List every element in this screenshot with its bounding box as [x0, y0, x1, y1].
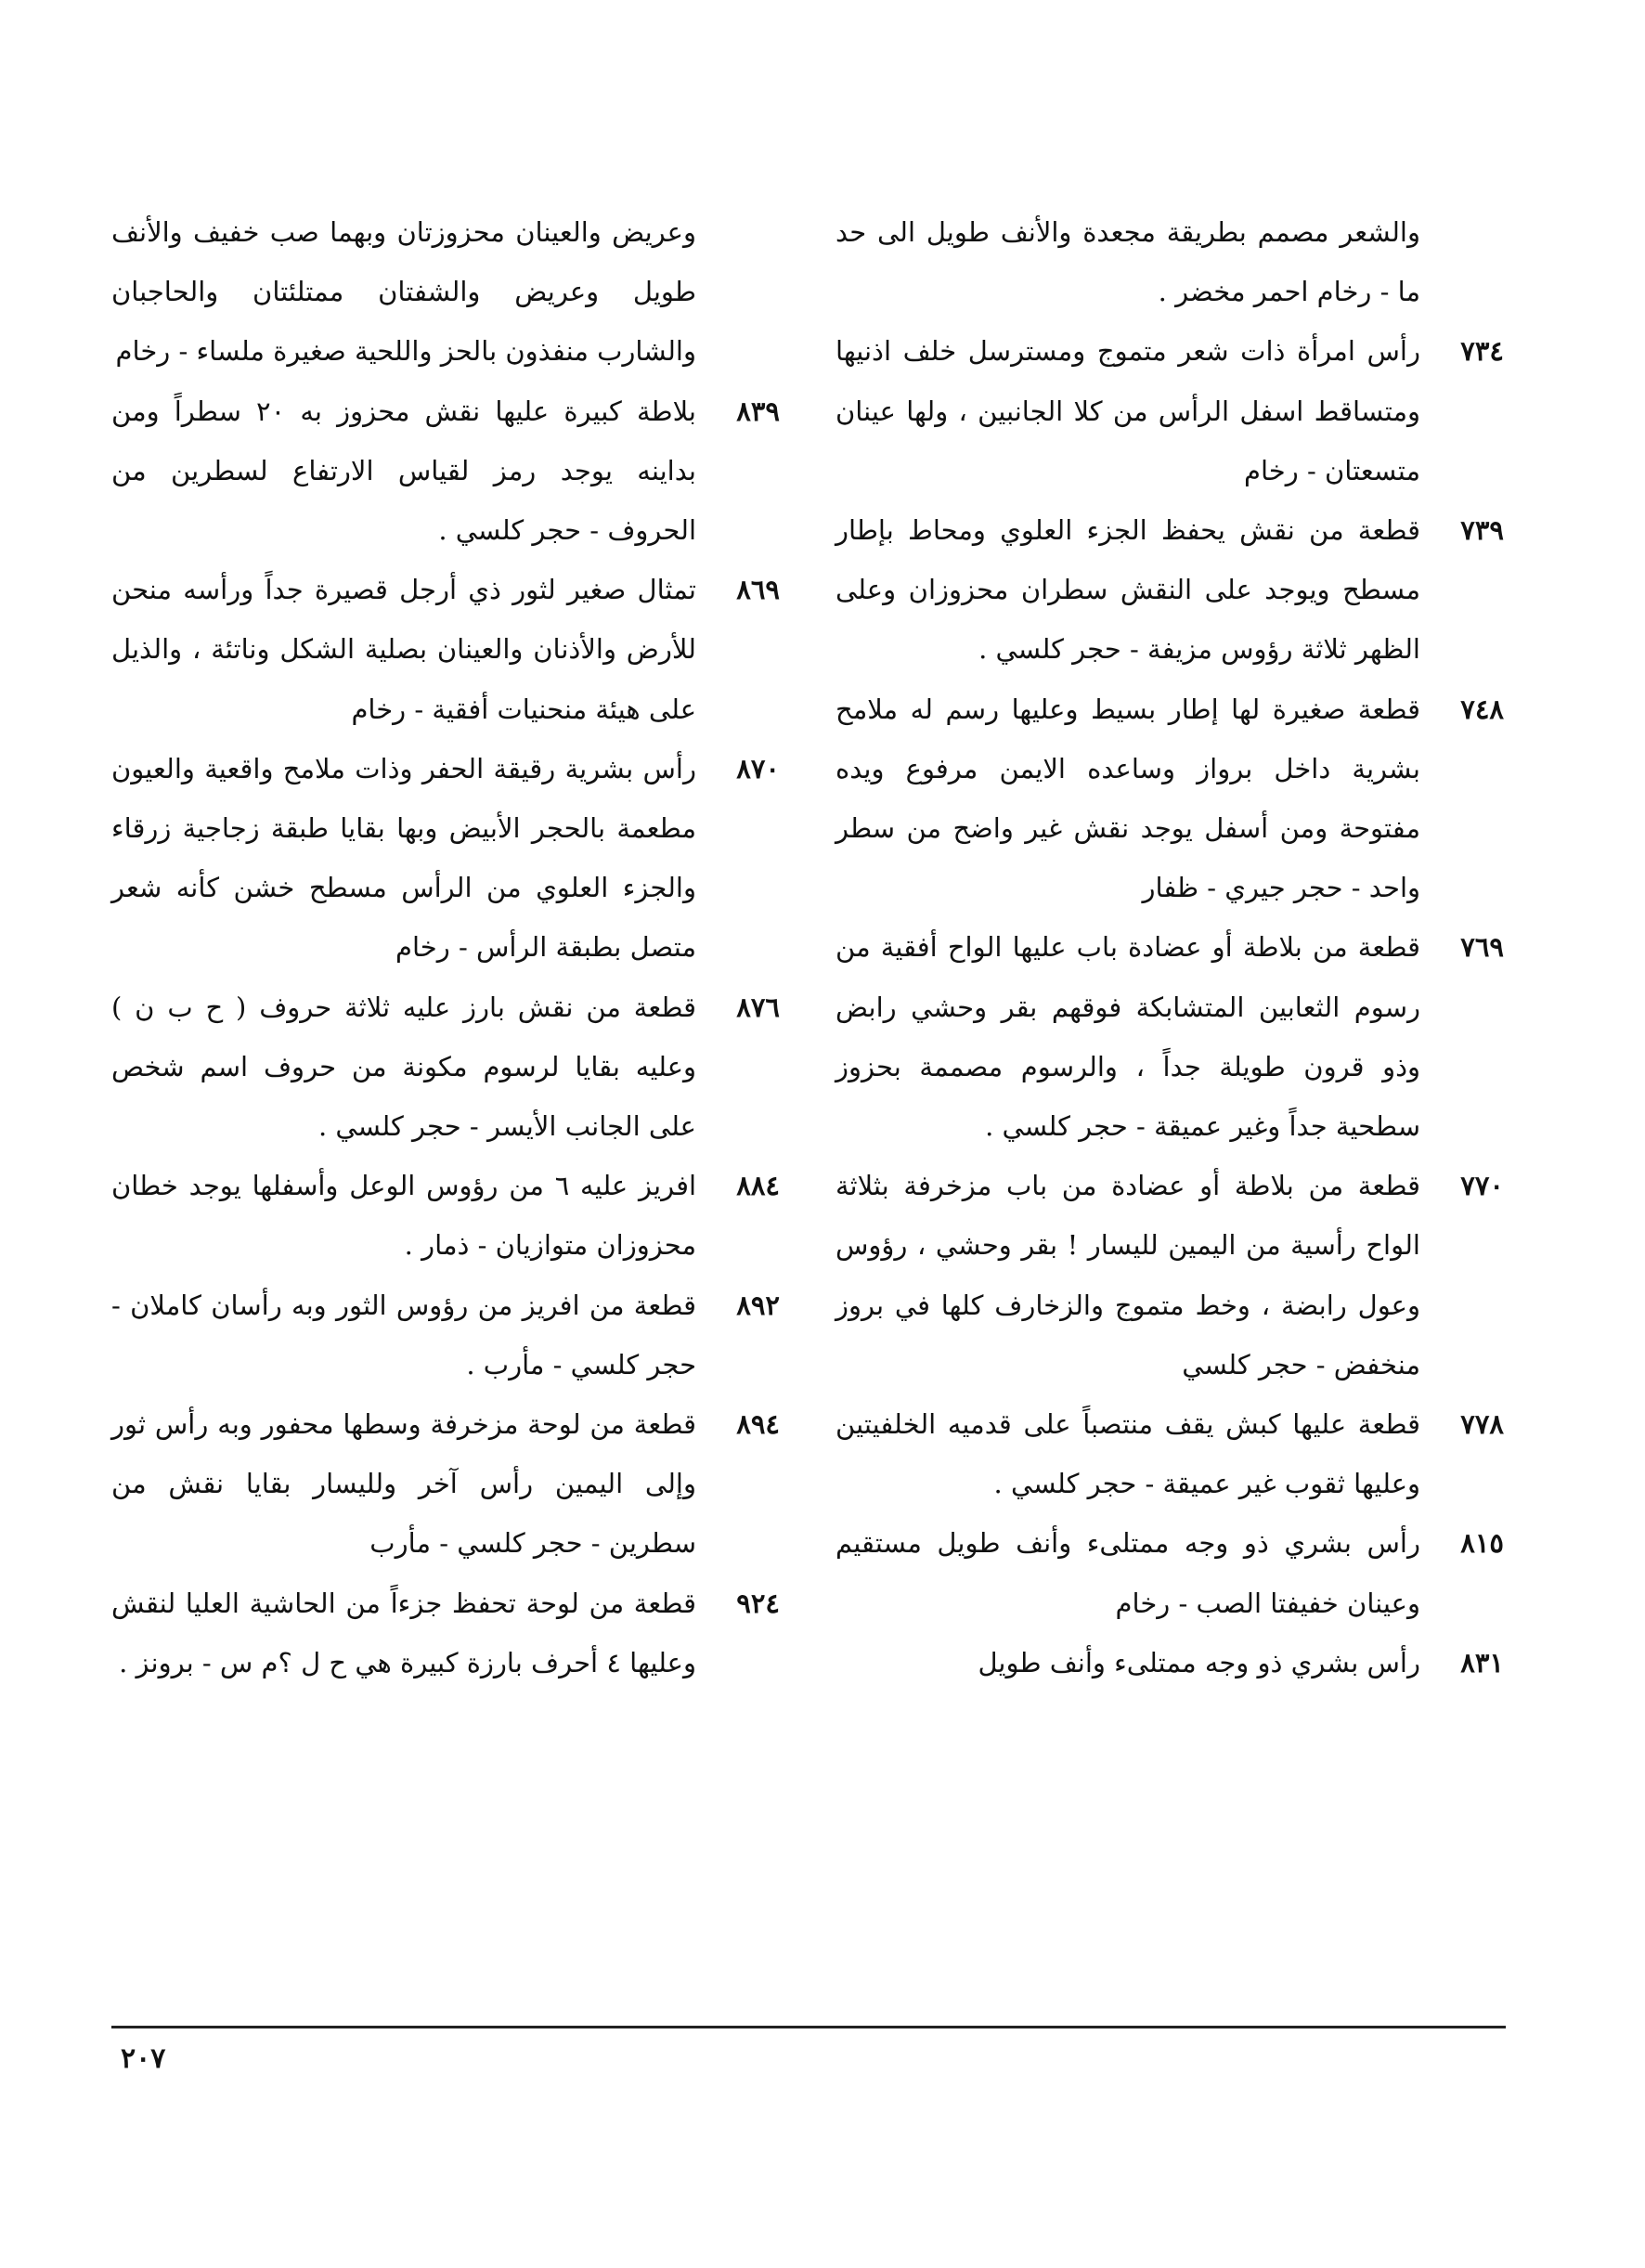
entry-number: ٨٣٩ [736, 395, 780, 427]
catalog-entry [835, 917, 1504, 1156]
catalog-entry [111, 978, 780, 1157]
entry-text: رأس بشرية رقيقة الحفر وذات ملامح واقعية والعيون مطعمة بالحجر الأبيض وبها بقايا طبقة زجاجية زرقاء والجزء العلوي من الرأس مسطح خشن كأنه شعر متصل بطبقة الرأس - رخام [111, 752, 696, 964]
entry-text: بلاطة كبيرة عليها نقش محزوز به ٢٠ سطراً ومن بداينه يوجد رمز لقياس الارتفاع لسطرين من الحروف - حجر كلسي . [111, 395, 696, 547]
right-column [835, 202, 1504, 1692]
entry-text: قطعة من بلاطة أو عضادة من باب مزخرفة بثلاثة الواح رأسية من اليمين لليسار ! بقر وحشي ، رؤوس وعول رابضة ، وخط متموج والزخارف كلها في بروز منخفض - حجر كلسي [835, 1170, 1420, 1380]
entry-number: ٩٢٤ [736, 1587, 780, 1619]
entry-text: افريز عليه ٦ من رؤوس الوعل وأسفلها يوجد خطان محزوزان متوازيان - ذمار . [111, 1170, 697, 1262]
catalog-entry [111, 560, 780, 739]
entry-text: رأس بشري ذو وجه ممتلىء وأنف طويل مستقيم وعينان خفيفتا الصب - رخام [835, 1527, 1420, 1619]
entry-number: ٧٣٤ [1460, 335, 1504, 368]
catalog-entry [111, 1574, 780, 1692]
continued-text: وعريض والعينان محزوزتان وبهما صب خفيف والأنف طويل وعريض والشفتان ممتلئتان والحاجبان والشارب منفذون بالحز واللحية صغيرة ملساء - رخام [111, 216, 696, 368]
catalog-entry [835, 321, 1504, 500]
entry-number: ٧٧٠ [1460, 1170, 1504, 1202]
entry-number: ٨٦٩ [736, 574, 780, 606]
catalog-entry [835, 1156, 1504, 1394]
catalog-entry [111, 382, 780, 561]
entry-text: قطعة من لوحة مزخرفة وسطها محفور وبه رأس ثور وإلى اليمين رأس آخر ولليسار بقايا نقش من سطرين - حجر كلسي - مأرب [111, 1408, 696, 1560]
entry-number: ٧٦٩ [1460, 931, 1504, 964]
entry-number: ٨٨٤ [736, 1170, 781, 1202]
continued-text: والشعر مصمم بطريقة مجعدة والأنف طويل الى حد ما - رخام احمر مخضر . [835, 216, 1420, 308]
entry-text: قطعة من افريز من رؤوس الثور وبه رأسان كاملان - حجر كلسي - مأرب . [111, 1289, 696, 1380]
entry-number: ٨٩٤ [736, 1408, 780, 1441]
entry-text: رأس امرأة ذات شعر متموج ومسترسل خلف اذنيها ومتساقط اسفل الرأس من كلا الجانبين ، ولها عينان متسعتان - رخام [835, 335, 1420, 486]
catalog-entry [111, 739, 780, 978]
entry-text: قطعة من نقش بارز عليه ثلاثة حروف ( ح ب ن ) وعليه بقايا لرسوم مكونة من حروف اسم شخص على الجانب الأيسر - حجر كلسي . [111, 991, 696, 1143]
catalog-entry [835, 1513, 1504, 1632]
entry-text: قطعة من لوحة تحفظ جزءاً من الحاشية العليا لنقش وعليها ٤ أحرف بارزة كبيرة هي ح ل ؟م س - برونز . [111, 1587, 696, 1678]
entry-text: قطعة من نقش يحفظ الجزء العلوي ومحاط بإطار مسطح ويوجد على النقش سطران محزوزان وعلى الظهر ثلاثة رؤوس مزيفة - حجر كلسي . [835, 514, 1420, 666]
catalog-entry [111, 1394, 780, 1574]
entry-number: ٨٣١ [1460, 1646, 1504, 1678]
footer-rule [111, 2026, 1506, 2028]
catalog-entry [835, 500, 1504, 680]
entry-number: ٧٣٩ [1460, 514, 1504, 547]
entry-text: تمثال صغير لثور ذي أرجل قصيرة جداً ورأسه منحن للأرض والأذنان والعينان بصلية الشكل وناتئة ، والذيل على هيئة منحنيات أفقية - رخام [111, 574, 696, 725]
entry-text: رأس بشري ذو وجه ممتلىء وأنف طويل [978, 1646, 1420, 1678]
entry-text: قطعة صغيرة لها إطار بسيط وعليها رسم له ملامح بشرية داخل برواز وساعده الايمن مرفوع ويده مفتوحة ومن أسفل يوجد نقش غير واضح من سطر واحد - حجر جيري - ظفار [835, 693, 1420, 904]
catalog-entry [111, 1276, 780, 1394]
catalog-entry [835, 1633, 1504, 1692]
entry-number: ٧٤٨ [1460, 693, 1504, 725]
entry-number: ٧٧٨ [1460, 1408, 1504, 1441]
entry-number: ٨٩٢ [736, 1289, 780, 1321]
page-number: ٢٠٧ [121, 2042, 166, 2075]
entry-text: قطعة من بلاطة أو عضادة باب عليها الواح أفقية من رسوم الثعابين المتشابكة فوقهم بقر وحشي رابض وذو قرون طويلة جداً ، والرسوم مصممة بحزوز سطحية جداً وغير عميقة - حجر كلسي . [835, 931, 1420, 1143]
catalog-entry [835, 680, 1504, 918]
catalog-entry [111, 1156, 780, 1275]
entry-number: ٨٧٠ [736, 752, 780, 784]
entry-number: ٨٧٦ [736, 991, 780, 1023]
entry-number: ٨١٥ [1460, 1527, 1504, 1560]
catalog-entry [835, 1394, 1504, 1513]
left-column [111, 202, 780, 1692]
entry-text: قطعة عليها كبش يقف منتصباً على قدميه الخلفيتين وعليها ثقوب غير عميقة - حجر كلسي . [835, 1408, 1420, 1500]
